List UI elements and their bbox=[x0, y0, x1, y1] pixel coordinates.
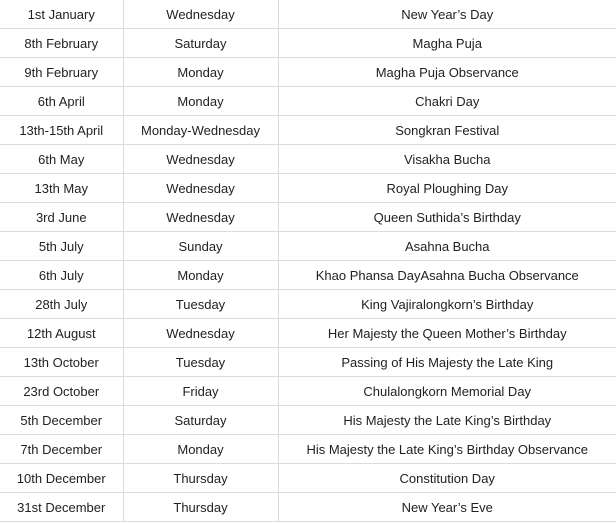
date-cell: 28th July bbox=[0, 290, 123, 319]
holiday-name-cell: His Majesty the Late King’s Birthday bbox=[278, 406, 616, 435]
holiday-name-cell: Royal Ploughing Day bbox=[278, 174, 616, 203]
date-cell: 31st December bbox=[0, 493, 123, 522]
date-cell: 1st January bbox=[0, 0, 123, 29]
date-cell: 9th February bbox=[0, 58, 123, 87]
weekday-cell: Tuesday bbox=[123, 348, 278, 377]
weekday-cell: Saturday bbox=[123, 29, 278, 58]
weekday-cell: Monday-Wednesday bbox=[123, 116, 278, 145]
holiday-name-cell: Queen Suthida’s Birthday bbox=[278, 203, 616, 232]
holiday-name-cell: Magha Puja Observance bbox=[278, 58, 616, 87]
weekday-cell: Monday bbox=[123, 435, 278, 464]
date-cell: 6th July bbox=[0, 261, 123, 290]
table-row bbox=[0, 116, 616, 145]
weekday-cell: Wednesday bbox=[123, 203, 278, 232]
date-cell: 3rd June bbox=[0, 203, 123, 232]
date-cell: 5th December bbox=[0, 406, 123, 435]
table-row bbox=[0, 319, 616, 348]
holiday-name-cell: New Year’s Day bbox=[278, 0, 616, 29]
table-row bbox=[0, 203, 616, 232]
weekday-cell: Tuesday bbox=[123, 290, 278, 319]
holiday-name-cell: Songkran Festival bbox=[278, 116, 616, 145]
table-row bbox=[0, 58, 616, 87]
holiday-name-cell: Visakha Bucha bbox=[278, 145, 616, 174]
date-cell: 12th August bbox=[0, 319, 123, 348]
table-row bbox=[0, 261, 616, 290]
date-cell: 13th October bbox=[0, 348, 123, 377]
weekday-cell: Saturday bbox=[123, 406, 278, 435]
table-row bbox=[0, 377, 616, 406]
date-cell: 13th-15th April bbox=[0, 116, 123, 145]
weekday-cell: Monday bbox=[123, 261, 278, 290]
table-row bbox=[0, 0, 616, 29]
weekday-cell: Sunday bbox=[123, 232, 278, 261]
holiday-name-cell: Magha Puja bbox=[278, 29, 616, 58]
table-row bbox=[0, 435, 616, 464]
date-cell: 6th April bbox=[0, 87, 123, 116]
table-row bbox=[0, 406, 616, 435]
table-row bbox=[0, 174, 616, 203]
holiday-name-cell: Passing of His Majesty the Late King bbox=[278, 348, 616, 377]
holiday-name-cell: Chakri Day bbox=[278, 87, 616, 116]
table-row bbox=[0, 29, 616, 58]
holiday-name-cell: King Vajiralongkorn’s Birthday bbox=[278, 290, 616, 319]
weekday-cell: Monday bbox=[123, 87, 278, 116]
date-cell: 10th December bbox=[0, 464, 123, 493]
date-cell: 6th May bbox=[0, 145, 123, 174]
weekday-cell: Thursday bbox=[123, 493, 278, 522]
table-row bbox=[0, 290, 616, 319]
holiday-name-cell: New Year’s Eve bbox=[278, 493, 616, 522]
weekday-cell: Wednesday bbox=[123, 174, 278, 203]
weekday-cell: Wednesday bbox=[123, 0, 278, 29]
date-cell: 23rd October bbox=[0, 377, 123, 406]
date-cell: 13th May bbox=[0, 174, 123, 203]
weekday-cell: Wednesday bbox=[123, 319, 278, 348]
table-row bbox=[0, 232, 616, 261]
weekday-cell: Friday bbox=[123, 377, 278, 406]
holiday-name-cell: Khao Phansa DayAsahna Bucha Observance bbox=[278, 261, 616, 290]
weekday-cell: Wednesday bbox=[123, 145, 278, 174]
date-cell: 5th July bbox=[0, 232, 123, 261]
holiday-name-cell: Chulalongkorn Memorial Day bbox=[278, 377, 616, 406]
date-cell: 8th February bbox=[0, 29, 123, 58]
holiday-name-cell: Her Majesty the Queen Mother’s Birthday bbox=[278, 319, 616, 348]
weekday-cell: Thursday bbox=[123, 464, 278, 493]
weekday-cell: Monday bbox=[123, 58, 278, 87]
table-row bbox=[0, 87, 616, 116]
table-row bbox=[0, 493, 616, 522]
table-row bbox=[0, 348, 616, 377]
holiday-name-cell: Asahna Bucha bbox=[278, 232, 616, 261]
holiday-name-cell: His Majesty the Late King’s Birthday Observance bbox=[278, 435, 616, 464]
table-row bbox=[0, 145, 616, 174]
date-cell: 7th December bbox=[0, 435, 123, 464]
holiday-name-cell: Constitution Day bbox=[278, 464, 616, 493]
table-row bbox=[0, 464, 616, 493]
